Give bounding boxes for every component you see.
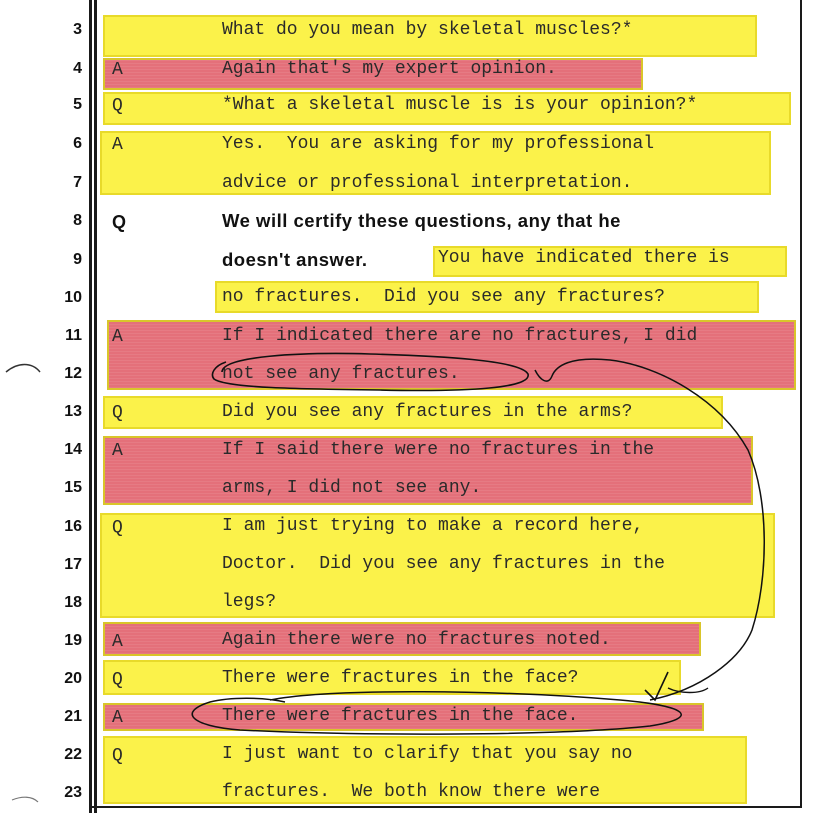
line-number: 22 <box>64 746 82 763</box>
line-number: 23 <box>64 784 82 801</box>
line-number: 4 <box>73 60 82 77</box>
line-number: 17 <box>64 556 82 573</box>
transcript-line-4: Again that's my expert opinion. <box>222 59 557 79</box>
left-margin-rule-inner <box>94 0 97 813</box>
transcript-line-8: We will certify these questions, any that he <box>222 210 621 231</box>
speaker-marker: A <box>112 708 123 728</box>
line-number: 6 <box>73 135 82 152</box>
bottom-margin-rule <box>89 806 802 808</box>
line-number: 19 <box>64 632 82 649</box>
speaker-marker: Q <box>112 96 123 116</box>
ink-mark-left-margin-bottom <box>12 797 38 802</box>
transcript-line-11: If I indicated there are no fractures, I did <box>222 326 698 346</box>
line-number: 14 <box>64 441 82 458</box>
transcript-line-13: Did you see any fractures in the arms? <box>222 402 633 422</box>
speaker-marker: A <box>112 327 123 347</box>
left-margin-rule <box>89 0 92 813</box>
transcript-line-19: Again there were no fractures noted. <box>222 630 611 650</box>
speaker-marker: Q <box>112 518 123 538</box>
transcript-line-9: doesn't answer. <box>222 249 368 270</box>
line-number: 11 <box>65 327 82 344</box>
line-number: 8 <box>73 212 82 229</box>
line-number: 18 <box>64 594 82 611</box>
transcript-line-15: arms, I did not see any. <box>222 478 482 498</box>
transcript-line-6: Yes. You are asking for my professional <box>222 134 655 154</box>
speaker-marker: A <box>112 441 123 461</box>
speaker-marker: Q <box>112 403 123 423</box>
transcript-line-16: I am just trying to make a record here, <box>222 516 644 536</box>
right-margin-rule <box>800 0 802 808</box>
speaker-marker: A <box>112 60 123 80</box>
line-number: 16 <box>64 518 82 535</box>
line-number: 12 <box>64 365 82 382</box>
transcript-line-12: not see any fractures. <box>222 364 460 384</box>
transcript-line-21: There were fractures in the face. <box>222 706 579 726</box>
speaker-marker: A <box>112 135 123 155</box>
transcript-line-20: There were fractures in the face? <box>222 668 579 688</box>
speaker-marker: Q <box>112 670 123 690</box>
transcript-line-14: If I said there were no fractures in the <box>222 440 655 460</box>
line-number: 21 <box>64 708 82 725</box>
line-number: 3 <box>73 21 82 38</box>
transcript-line-10: no fractures. Did you see any fractures? <box>222 287 665 307</box>
line-number: 10 <box>64 289 82 306</box>
line-number: 9 <box>73 251 82 268</box>
transcript-line-23: fractures. We both know there were <box>222 782 601 802</box>
transcript-line-17: Doctor. Did you see any fractures in the <box>222 554 665 574</box>
transcript-line-7: advice or professional interpretation. <box>222 173 633 193</box>
line-number: 5 <box>73 96 82 113</box>
transcript-line-3: What do you mean by skeletal muscles?* <box>222 20 633 40</box>
line-number: 15 <box>64 479 82 496</box>
line-number: 20 <box>64 670 82 687</box>
line-number: 13 <box>64 403 82 420</box>
ink-mark-left-margin-top <box>6 365 40 373</box>
transcript-line-22: I just want to clarify that you say no <box>222 744 633 764</box>
line-number: 7 <box>73 174 82 191</box>
transcript-line-5: *What a skeletal muscle is is your opinion?* <box>222 95 698 115</box>
transcript-line-18: legs? <box>222 592 277 612</box>
speaker-marker: A <box>112 632 123 652</box>
speaker-marker: Q <box>112 746 123 766</box>
speaker-marker: Q <box>112 212 127 232</box>
transcript-line-9-highlighted: You have indicated there is <box>438 248 730 268</box>
